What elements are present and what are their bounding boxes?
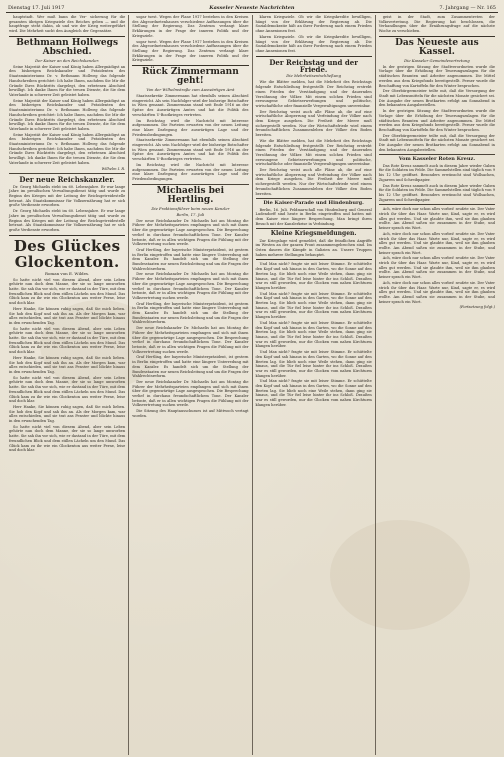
story-text: Ach, wäre doch nur schon alles vorbei! seufzte sie. Der Vater strich ihr über das Haar. Warte nur, Kind, sagte er, es wird alles gut werden. Und sie glaubte ihm, weil sie ihm glauben wollte. Am Abend saßen sie zusammen in der Stube, und keiner sprach ein Wort.: [378, 256, 495, 280]
story-text: Ach, wäre doch nur schon alles vorbei! seufzte sie. Der Vater strich ihr über das Haar. Warte nur, Kind, sagte er, es wird alles gut werden. Und sie glaubte ihm, weil sie ihm glauben wollte. Am Abend saßen sie zusammen in der Stube, und keiner sprach ein Wort.: [378, 280, 495, 304]
article-text: hauptstadt. Wer muß bann die Ver- sicherung für die gesamten übrigen Kriegsziele des Reiches geben — und die hauptfrage steht dahin, ob und wie der Krieg weitergeführt wird. Die Mehrheit sucht den Ausgleich der Gegensätze.: [9, 15, 126, 34]
story-text: Und Max nicht? fragte sie mit leiser Stimme. Er schüttelte den Kopf und sah hinaus in den Garten, wo die Sonne auf den Beeten lag. Sie blieb noch eine Weile stehen, dann ging sie hinaus, und die Tür fiel leise hinter ihr ins Schloß. Draußen war es still geworden, nur die Glocken vom nahen Kirchturm klangen herüber.: [255, 262, 372, 290]
story-text: Und Max nicht? fragte sie mit leiser Stimme. Er schüttelte den Kopf und sah hinaus in den Garten, wo die Sonne auf den Beeten lag. Sie blieb noch eine Weile stehen, dann ging sie hinaus, und die Tür fiel leise hinter ihr ins Schloß. Draußen war es still geworden, nur die Glocken vom nahen Kirchturm klangen herüber.: [255, 350, 372, 378]
issue-date: Dienstag 17. Juli 1917: [8, 5, 65, 11]
story-text: Und Max nicht? fragte sie mit leiser Stimme. Er schüttelte den Kopf und sah hinaus in den Garten, wo die Sonne auf den Beeten lag. Sie blieb noch eine Weile stehen, dann ging sie hinaus, und die Tür fiel leise hinter ihr ins Schloß. Draußen war es still geworden, nur die Glocken vom nahen Kirchturm klangen herüber.: [255, 291, 372, 320]
article-text: Der Oberbürgermeister teilte mit, daß die Versorgung der Stadt mit Lebensmitteln für die nächsten Monate gesichert sei. Die Ausgabe der neuen Brotkarten erfolgt am Sonnabend in den bekannten Ausgabestellen.: [378, 133, 495, 152]
serial-novel-title: Des Glückes Glockenton.: [13, 236, 121, 271]
column-1: [6, 15, 129, 755]
headline-zimmermann: Rück Zimmermann geht!: [141, 67, 239, 87]
article-text: Seine Majestät der Kaiser und König haben Allergnädigst an den bisherigen Reichskanzler und Präsidenten des Staatsministeriums Dr. v. Bethmann Hollweg das folgende Handschreiben gerichtet: Ich habe Ihnen, nachdem Sie Mir die Gründe Ihres Rücktritts dargelegt, den erbetenen Abschied bewilligt. Ich danke Ihnen für die treuen Dienste, die Sie dem Vaterlande in schwerer Zeit geleistet haben.: [9, 98, 126, 131]
article-text: sogar tsest. Wegen der Plane 1917 bestehen in den Kreisen des Abgeordnetenhauses verschiedene Auffassungen über die Stellung der Regierung. Das Zentrum verlangt klare Erklärungen in der Frage der inneren Politik und der Kriegsziele.: [132, 39, 249, 63]
article-text: Der neue Reichskanzler Dr. Michaelis hat am Montag die Führer der Mehrheitsparteien empfangen und sich mit ihnen über die gegenwärtige Lage ausgesprochen. Die Besprechung verlief in durchaus freundschaftlichem Tone. Der Kanzler betonte, daß er in allen wichtigen Fragen die Fühlung mit der Volksvertretung suchen werde.: [132, 379, 249, 408]
article-text: Graf Hertling, der bayerische Ministerpräsident, ist gestern in Berlin eingetroffen und hatte eine längere Unterredung mit dem Kanzler. Es handelt sich um die Stellung der Bundesstaaten zur neuen Reichsleitung und um die Fragen der Wahlrechtsreform.: [132, 301, 249, 325]
article-text: sogar tsest. Wegen der Plane 1917 bestehen in den Kreisen des Abgeordnetenhauses verschiedene Auffassungen über die Stellung der Regierung. Das Zentrum verlangt klare Erklärungen in der Frage der inneren Politik und der Kriegsziele.: [132, 15, 249, 38]
story-text: So hatte nicht viel von diesem Abend, aber sein Leben gehörte nun doch dem Manne, der sie so lange umworben hatte. Sie sah ihn vor sich, wie er dastand in der Türe, mit dem freundlichen Blick und dem stillen Lächeln um den Mund. Das Glück kam zu ihr wie ein Glockenton aus weiter Ferne, leise und doch klar.: [9, 326, 126, 355]
masthead: [6, 3, 498, 13]
story-text: Herr Hanke, Sie können ruhig sagen, daß Sie mich lieben. Sie hob den Kopf und sah ihn an. Als der Morgen kam, war alles entschieden, und sie trat ans Fenster und blickte hinaus in den erwachenden Tag.: [9, 355, 126, 374]
article-text: Berlin, 16. Juli. Feldmarschall von Hindenburg und General Ludendorff sind heute in Berlin eingetroffen und hatten mit dem Kaiser eine längere Besprechung. Man bringt ihren Besuch mit der Kanzlerkrise in Verbindung.: [255, 207, 372, 226]
headline-hindenburg: Die Kaiser-Parade und Hindenburg.: [263, 200, 364, 207]
subheadline: Von der Wilhelmstraße zum Auswärtigen Amt: [146, 86, 235, 92]
story-text: Und Max nicht? fragte sie mit leiser Stimme. Er schüttelte den Kopf und sah hinaus in den Garten, wo die Sonne auf den Beeten lag. Sie blieb noch eine Weile stehen, dann ging sie hinaus, und die Tür fiel leise hinter ihr ins Schloß. Draußen war es still geworden, nur die Glocken vom nahen Kirchturm klangen herüber.: [255, 320, 372, 349]
story-text: So hatte nicht viel von diesem Abend, aber sein Leben gehörte nun doch dem Manne, der sie so lange umworben hatte. Sie sah ihn vor sich, wie er dastand in der Türe, mit dem freundlichen Blick und dem stillen Lächeln um den Mund. Das Glück kam zu ihr wie ein Glockenton aus weiter Ferne, leise und doch klar.: [9, 375, 126, 404]
article-text: Der neue Reichskanzler Dr. Michaelis hat am Montag die Führer der Mehrheitsparteien empfangen und sich mit ihnen über die gegenwärtige Lage ausgesprochen. Die Besprechung verlief in durchaus freundschaftlichem Tone. Der Kanzler betonte, daß er in allen wichtigen Fragen die Fühlung mit der Volksvertretung suchen werde.: [132, 326, 249, 354]
article-text: Der neue Reichskanzler Dr. Michaelis hat am Montag die Führer der Mehrheitsparteien empfangen und sich mit ihnen über die gegenwärtige Lage ausgesprochen. Die Besprechung verlief in durchaus freundschaftlichem Tone. Der Kanzler betonte, daß er in allen wichtigen Fragen die Fühlung mit der Volksvertretung suchen werde.: [132, 272, 249, 300]
story-text: Herr Hanke, Sie können ruhig sagen, daß Sie mich lieben. Sie hob den Kopf und sah ihn an. Als der Morgen kam, war alles entschieden, und sie trat ans Fenster und blickte hinaus in den erwachenden Tag.: [9, 306, 126, 325]
issue-number: 7. Jahrgang — Nr. 165: [439, 5, 496, 11]
article-text: geist in der Stadt, zum Zusammentreten der Volksvertretung. Die Regierung hat beschlossen, die Verhandlungen über die Ernährungsfrage auf die nächste Woche zu verschieben.: [378, 15, 495, 34]
dateline: Berlin, 17. Juli: [176, 211, 205, 217]
article-text: Dr. Georg Michaelis steht im 60. Lebensjahre. Er war lange Jahre im preußischen Verwaltungsdienst tätig und wurde zu Beginn des Krieges mit der Leitung der Reichsgetreidestelle betraut. Als Staatskommissar für Volksernährung hat er sich große Verdienste erworben.: [9, 184, 126, 208]
article-text: Wie die Blätter melden, hat die Mehrheit des Reichstags folgende Entschließung festgestellt: Der Reichstag erstrebt einen Frieden der Verständigung und der dauernden Versöhnung der Völker. Mit einem solchen Frieden sind erzwungene Gebietserwerbungen und politische, wirtschaftliche oder finanzielle Vergewaltigungen unvereinbar.: [255, 80, 372, 108]
article-text: Staatssekretär Zimmermann hat ebenfalls seinen Abschied eingereicht. Als sein Nachfolger wird der bisherige Botschafter in Wien genannt. Zimmermann stand seit Ende 1916 an der Spitze des Auswärtigen Amtes und hat die Politik des verschärften U-Bootkrieges vertreten.: [132, 94, 249, 117]
article-text: Wie die Blätter melden, hat die Mehrheit des Reichstags folgende Entschließung festgestellt: Der Reichstag erstrebt einen Frieden der Verständigung und der dauernden Versöhnung der Völker. Mit einem solchen Frieden sind erzwungene Gebietserwerbungen und politische, wirtschaftliche oder finanzielle Vergewaltigungen unvereinbar.: [255, 138, 372, 167]
article-text: Seine Majestät der Kaiser und König haben Allergnädigst an den bisherigen Reichskanzler und Präsidenten des Staatsministeriums Dr. v. Bethmann Hollweg das folgende Handschreiben gerichtet: Ich habe Ihnen, nachdem Sie Mir die Gründe Ihres Rücktritts dargelegt, den erbetenen Abschied bewilligt. Ich danke Ihnen für die treuen Dienste, die Sie dem Vaterlande in schwerer Zeit geleistet haben.: [9, 64, 126, 97]
subheadline: Die Fraktionsführer beim neuen Kanzler: [151, 205, 230, 211]
headline-new-chancellor: Der neue Reichskanzler.: [19, 175, 115, 185]
article-text: Zur Kriegslage wird gemeldet, daß die feindlichen Angriffe im Westen an der ganzen Front zusammengebrochen sind. Im Osten dauern die Kämpfe in Galizien an. Unsere Truppen haben mehrere Stellungen behauptet.: [255, 238, 372, 257]
to-be-continued: (Fortsetzung folgt.): [459, 305, 495, 310]
article-text: klaren Kriegsziele. Ob wir die Kriegskredite bewilligen, hängt von der Erklärung der Regierung ab. Die Sozialdemokratie hält an ihrer Forderung nach einem Frieden ohne Annexionen fest.: [255, 34, 372, 53]
subheadline: Die Kasseler Gemeindevertretung: [404, 57, 470, 63]
paper-title: Kasseler Neueste Nachrichten: [209, 5, 295, 11]
columns: [6, 15, 498, 755]
headline-red-cross: Vom Kasseler Roten Kreuz.: [398, 156, 476, 163]
article-text: Der Reichstag weist auch alle Pläne ab, die auf eine wirtschaftliche Absperrung und Verfeindung der Völker nach dem Kriege ausgehen. Die Freiheit der Meere muß sichergestellt werden. Nur der Wirtschaftsfriede wird einem freundschaftlichen Zusammenleben der Völker den Boden bereiten.: [255, 109, 372, 138]
article-text: Seine Majestät der Kaiser und König haben Allergnädigst an den bisherigen Reichskanzler und Präsidenten des Staatsministeriums Dr. v. Bethmann Hollweg das folgende Handschreiben gerichtet: Ich habe Ihnen, nachdem Sie Mir die Gründe Ihres Rücktritts dargelegt, den erbetenen Abschied bewilligt. Ich danke Ihnen für die treuen Dienste, die Sie dem Vaterlande in schwerer Zeit geleistet haben.: [9, 132, 126, 165]
article-text: In der gestrigen Sitzung der Stadtverordneten wurde die Vorlage über die Erhöhung der Teuerungszulagen für die städtischen Beamten und Arbeiter angenommen. Die Mittel werden aus dem Kriegsfonds bereitgestellt. Ferner wurde die Beschaffung von Kartoffeln für den Winter besprochen.: [378, 64, 495, 88]
article-text: Das Rote Kreuz sammelt auch in diesem Jahre wieder Gaben für die Soldaten im Felde. Die Sammelstellen sind täglich von 9 bis 12 Uhr geöffnet. Besonders erwünscht sind Wollsachen, Zigarren und Schreibpapier.: [378, 183, 495, 202]
headline-kassel-news: Das Neueste aus Kassel.: [395, 37, 479, 58]
article-text: Dr. Georg Michaelis steht im 60. Lebensjahre. Er war lange Jahre im preußischen Verwaltungsdienst tätig und wurde zu Beginn des Krieges mit der Leitung der Reichsgetreidestelle betraut. Als Staatskommissar für Volksernährung hat er sich große Verdienste erworben.: [9, 209, 126, 232]
story-text: So hatte nicht viel von diesem Abend, aber sein Leben gehörte nun doch dem Manne, der sie so lange umworben hatte. Sie sah ihn vor sich, wie er dastand in der Türe, mit dem freundlichen Blick und dem stillen Lächeln um den Mund. Das Glück kam zu ihr wie ein Glockenton aus weiter Ferne, leise und doch klar.: [9, 424, 126, 453]
article-text: klaren Kriegsziele. Ob wir die Kriegskredite bewilligen, hängt von der Erklärung der Regierung ab. Die Sozialdemokratie hält an ihrer Forderung nach einem Frieden ohne Annexionen fest.: [255, 15, 372, 34]
article-text: In der gestrigen Sitzung der Stadtverordneten wurde die Vorlage über die Erhöhung der Teuerungszulagen für die städtischen Beamten und Arbeiter angenommen. Die Mittel werden aus dem Kriegsfonds bereitgestellt. Ferner wurde die Beschaffung von Kartoffeln für den Winter besprochen.: [378, 109, 495, 132]
article-text: Im Reichstag wird die Nachricht mit Interesse aufgenommen. Die Parteien erwarten von der neuen Leitung eine klare Darlegung der auswärtigen Lage und der Friedensbedingungen.: [132, 162, 249, 181]
headline-bethmann: Bethmann Hollwegs Abschied.: [16, 37, 119, 58]
article-text: Graf Hertling, der bayerische Ministerpräsident, ist gestern in Berlin eingetroffen und hatte eine längere Unterredung mit dem Kanzler. Es handelt sich um die Stellung der Bundesstaaten zur neuen Reichsleitung und um die Fragen der Wahlrechtsreform.: [132, 355, 249, 379]
subheadline: Die Mehrheitsentschließung: [286, 73, 341, 79]
article-text: Der neue Reichskanzler Dr. Michaelis hat am Montag die Führer der Mehrheitsparteien empfangen und sich mit ihnen über die gegenwärtige Lage ausgesprochen. Die Besprechung verlief in durchaus freundschaftlichem Tone. Der Kanzler betonte, daß er in allen wichtigen Fragen die Fühlung mit der Volksvertretung suchen werde.: [132, 218, 249, 247]
headline-michaelis: Michaelis bei Hertling.: [156, 185, 225, 206]
serial-novel-author: Roman von E. Wildes.: [44, 270, 90, 276]
article-text: Graf Hertling, der bayerische Ministerpräsident, ist gestern in Berlin eingetroffen und hatte eine längere Unterredung mit dem Kanzler. Es handelt sich um die Stellung der Bundesstaaten zur neuen Reichsleitung und um die Fragen der Wahlrechtsreform.: [132, 247, 249, 271]
article-text: Die Sitzung des Hauptausschusses ist auf Mittwoch vertagt worden.: [132, 409, 249, 418]
article-text: Der Reichstag weist auch alle Pläne ab, die auf eine wirtschaftliche Absperrung und Verfeindung der Völker nach dem Kriege ausgehen. Die Freiheit der Meere muß sichergestellt werden. Nur der Wirtschaftsfriede wird einem freundschaftlichen Zusammenleben der Völker den Boden bereiten.: [255, 168, 372, 196]
column-3: [253, 15, 376, 755]
column-2: [129, 15, 252, 755]
article-text: Staatssekretär Zimmermann hat ebenfalls seinen Abschied eingereicht. Als sein Nachfolger wird der bisherige Botschafter in Wien genannt. Zimmermann stand seit Ende 1916 an der Spitze des Auswärtigen Amtes und hat die Politik des verschärften U-Bootkrieges vertreten.: [132, 138, 249, 162]
signature: Wilhelm I. R.: [101, 166, 126, 171]
column-4: [376, 15, 498, 755]
article-text: Im Reichstag wird die Nachricht mit Interesse aufgenommen. Die Parteien erwarten von der neuen Leitung eine klare Darlegung der auswärtigen Lage und der Friedensbedingungen.: [132, 118, 249, 137]
headline-reichstag-peace: Der Reichstag und der Friede.: [269, 57, 358, 74]
article-text: Das Rote Kreuz sammelt auch in diesem Jahre wieder Gaben für die Soldaten im Felde. Die Sammelstellen sind täglich von 9 bis 12 Uhr geöffnet. Besonders erwünscht sind Wollsachen, Zigarren und Schreibpapier.: [378, 163, 495, 182]
headline-war-news: Kleine Kriegsmeldungen.: [270, 230, 357, 238]
story-text: Ach, wäre doch nur schon alles vorbei! seufzte sie. Der Vater strich ihr über das Haar. Warte nur, Kind, sagte er, es wird alles gut werden. Und sie glaubte ihm, weil sie ihm glauben wollte. Am Abend saßen sie zusammen in der Stube, und keiner sprach ein Wort.: [378, 231, 495, 255]
article-text: Der Oberbürgermeister teilte mit, daß die Versorgung der Stadt mit Lebensmitteln für die nächsten Monate gesichert sei. Die Ausgabe der neuen Brotkarten erfolgt am Sonnabend in den bekannten Ausgabestellen.: [378, 89, 495, 108]
story-text: Und Max nicht? fragte sie mit leiser Stimme. Er schüttelte den Kopf und sah hinaus in den Garten, wo die Sonne auf den Beeten lag. Sie blieb noch eine Weile stehen, dann ging sie hinaus, und die Tür fiel leise hinter ihr ins Schloß. Draußen war es still geworden, nur die Glocken vom nahen Kirchturm klangen herüber.: [255, 379, 372, 407]
story-text: So hatte nicht viel von diesem Abend, aber sein Leben gehörte nun doch dem Manne, der sie so lange umworben hatte. Sie sah ihn vor sich, wie er dastand in der Türe, mit dem freundlichen Blick und dem stillen Lächeln um den Mund. Das Glück kam zu ihr wie ein Glockenton aus weiter Ferne, leise und doch klar.: [9, 277, 126, 306]
story-text: Herr Hanke, Sie können ruhig sagen, daß Sie mich lieben. Sie hob den Kopf und sah ihn an. Als der Morgen kam, war alles entschieden, und sie trat ans Fenster und blickte hinaus in den erwachenden Tag.: [9, 404, 126, 424]
subheadline: Der Kaiser an den Reichskanzler.: [35, 57, 100, 63]
story-text: Ach, wäre doch nur schon alles vorbei! seufzte sie. Der Vater strich ihr über das Haar. Warte nur, Kind, sagte er, es wird alles gut werden. Und sie glaubte ihm, weil sie ihm glauben wollte. Am Abend saßen sie zusammen in der Stube, und keiner sprach ein Wort.: [378, 207, 495, 231]
